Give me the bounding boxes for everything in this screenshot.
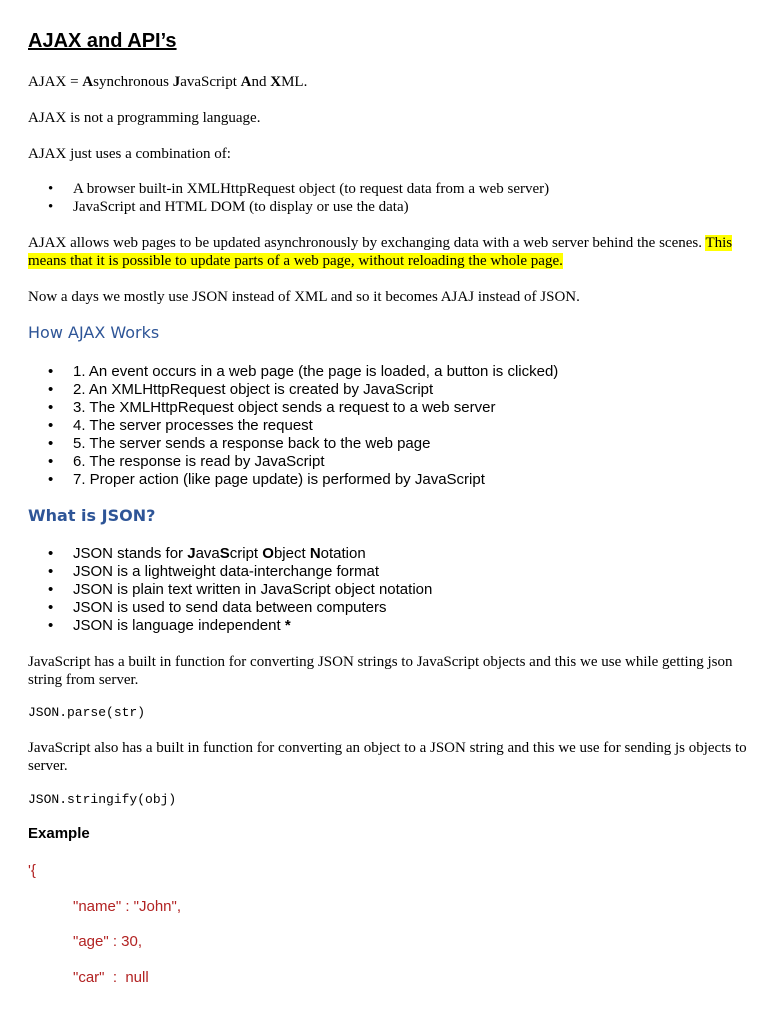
combination-list bbox=[28, 180, 753, 216]
page-title: AJAX and API’s bbox=[28, 30, 177, 52]
list-item: • A browser built-in XMLHttpRequest object (to request data from a web server) bbox=[48, 181, 550, 197]
example-open-brace: '{ bbox=[28, 862, 36, 879]
list-item: • JSON is plain text written in JavaScript object notation bbox=[48, 581, 433, 598]
bullet-icon: • bbox=[48, 599, 54, 616]
stringify-code: JSON.stringify(obj) bbox=[28, 792, 177, 807]
example-name-line: "name" : "John", bbox=[73, 898, 182, 915]
bullet-icon: • bbox=[48, 581, 54, 598]
list-item: • 3. The XMLHttpRequest object sends a request to a web server bbox=[48, 399, 496, 416]
ajax-definition: AJAX = Asynchronous JavaScript And XML. bbox=[28, 74, 308, 90]
how-ajax-works-heading: How AJAX Works bbox=[28, 323, 160, 342]
parse-paragraph: JavaScript has a built in function for converting JSON strings to JavaScript objects and this we use while getting json string from server. bbox=[28, 654, 733, 688]
bullet-icon: • bbox=[48, 545, 54, 562]
bullet-icon: • bbox=[48, 381, 54, 398]
list-item: • JSON is used to send data between computers bbox=[48, 599, 387, 616]
list-item: • 2. An XMLHttpRequest object is created by JavaScript bbox=[48, 381, 434, 398]
bullet-icon: • bbox=[48, 617, 54, 634]
how-ajax-steps-list bbox=[28, 363, 753, 489]
highlighted-text: This means that it is possible to update parts of a web page, without reloading the whole page. bbox=[28, 235, 733, 269]
list-item: • 6. The response is read by JavaScript bbox=[48, 453, 325, 470]
list-item: • JSON is a lightweight data-interchange format bbox=[48, 563, 379, 580]
example-car-line: "car" : null bbox=[73, 969, 149, 986]
stringify-paragraph: JavaScript also has a built in function for converting an object to a JSON string and this we use for sending js objects to server. bbox=[28, 740, 747, 774]
bullet-icon: • bbox=[48, 363, 54, 380]
json-facts-list bbox=[28, 545, 753, 635]
example-age-line: "age" : 30, bbox=[73, 933, 143, 950]
bullet-icon: • bbox=[48, 435, 54, 452]
async-paragraph: AJAX allows web pages to be updated asynchronously by exchanging data with a web server behind the scenes. This means that it is possible to update parts of a web page, without reloading the whole page. bbox=[28, 235, 733, 269]
bullet-icon: • bbox=[48, 399, 54, 416]
list-item: • JavaScript and HTML DOM (to display or use the data) bbox=[48, 199, 409, 215]
list-item: • 5. The server sends a response back to the web page bbox=[48, 435, 431, 452]
bullet-icon: • bbox=[48, 453, 54, 470]
bullet-icon: • bbox=[48, 199, 54, 215]
list-item: • 1. An event occurs in a web page (the page is loaded, a button is clicked) bbox=[48, 363, 559, 380]
example-heading: Example bbox=[28, 825, 90, 842]
bullet-icon: • bbox=[48, 563, 54, 580]
parse-code: JSON.parse(str) bbox=[28, 705, 146, 720]
list-item: • 4. The server processes the request bbox=[48, 417, 313, 434]
list-item: • 7. Proper action (like page update) is performed by JavaScript bbox=[48, 471, 485, 488]
bullet-icon: • bbox=[48, 417, 54, 434]
list-item: • JSON stands for JavaScript Object Notation bbox=[48, 545, 366, 562]
bullet-icon: • bbox=[48, 471, 54, 488]
json-note-paragraph: Now a days we mostly use JSON instead of XML and so it becomes AJAJ instead of JSON. bbox=[28, 289, 580, 305]
bullet-icon: • bbox=[48, 181, 54, 197]
what-is-json-heading: What is JSON? bbox=[28, 506, 156, 525]
combination-intro: AJAX just uses a combination of: bbox=[28, 146, 231, 162]
not-language-paragraph: AJAX is not a programming language. bbox=[28, 110, 261, 126]
list-item: • JSON is language independent * bbox=[48, 617, 291, 634]
